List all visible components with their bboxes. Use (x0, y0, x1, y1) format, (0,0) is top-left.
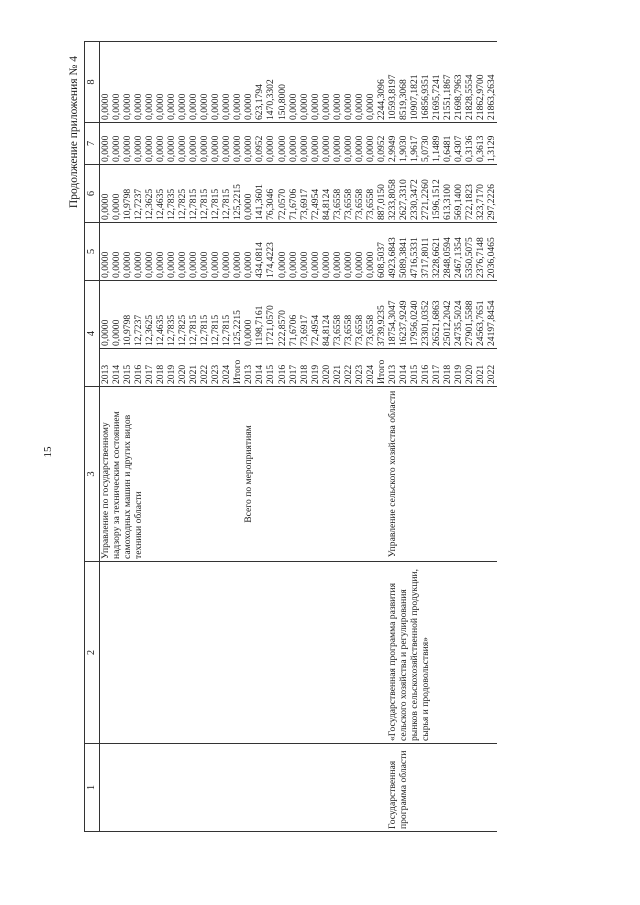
value-cell: 0,0000 (243, 165, 254, 223)
year-cell: 2015 (122, 349, 133, 387)
value-cell: 0,0000 (199, 223, 210, 281)
year-cell: 2019 (453, 349, 464, 387)
value-cell: 2376,7148 (475, 223, 486, 281)
value-cell: 21698,7963 (453, 42, 464, 123)
year-cell: 2015 (409, 349, 420, 387)
value-cell: 0,0000 (310, 223, 321, 281)
year-cell: Итого (232, 349, 243, 387)
value-cell: 0,0000 (288, 223, 299, 281)
value-cell: 297,2226 (486, 165, 497, 223)
value-cell: 73,6558 (343, 165, 354, 223)
value-cell: 0,0000 (221, 223, 232, 281)
value-cell: 73,6558 (365, 281, 376, 349)
column-header: 6 (85, 165, 100, 223)
table-row (387, 42, 398, 832)
value-cell: 613,3100 (442, 165, 453, 223)
value-cell: 4923,6843 (387, 223, 398, 281)
year-cell: 2020 (321, 349, 332, 387)
value-cell: 8519,3068 (398, 42, 409, 123)
value-cell: 0,0000 (277, 123, 288, 165)
value-cell: 0,0000 (144, 123, 155, 165)
value-cell: 0,0000 (332, 42, 343, 123)
value-cell: 0,0000 (122, 123, 133, 165)
value-cell: 0,0000 (122, 42, 133, 123)
column-header: 4 (85, 281, 100, 387)
year-cell: Итого (376, 349, 387, 387)
value-cell: 21863,2634 (486, 42, 497, 123)
value-cell: 21862,9700 (475, 42, 486, 123)
value-cell: 10907,1821 (409, 42, 420, 123)
year-cell: 2018 (155, 349, 166, 387)
value-cell: 73,6917 (299, 281, 310, 349)
executor-cell: Управление по государственному надзору за техническим состоянием самоходных машин и других видов техники области (100, 387, 244, 562)
year-cell: 2023 (210, 349, 221, 387)
value-cell: 72,0570 (277, 165, 288, 223)
value-cell: 12,7815 (188, 281, 199, 349)
table-body (100, 42, 498, 832)
executor-cell: Всего по мероприятиям (243, 387, 386, 562)
year-cell: 2018 (442, 349, 453, 387)
value-cell: 12,7237 (133, 165, 144, 223)
year-cell: 2022 (343, 349, 354, 387)
year-cell: 2013 (100, 349, 112, 387)
value-cell: 12,3625 (144, 165, 155, 223)
value-cell: 23301,0352 (420, 281, 431, 349)
value-cell: 0,0000 (199, 123, 210, 165)
value-cell: 2,9949 (387, 123, 398, 165)
year-cell: 2017 (144, 349, 155, 387)
value-cell: 2627,3310 (398, 165, 409, 223)
value-cell: 10,9798 (122, 165, 133, 223)
value-cell: 2721,2260 (420, 165, 431, 223)
value-cell: 0,0000 (299, 123, 310, 165)
value-cell: 0,0000 (111, 223, 122, 281)
value-cell: 0,6481 (442, 123, 453, 165)
value-cell: 0,0000 (243, 281, 254, 349)
value-cell: 12,7825 (177, 165, 188, 223)
value-cell: 3233,8058 (387, 165, 398, 223)
value-cell: 722,1823 (464, 165, 475, 223)
year-cell: 2021 (188, 349, 199, 387)
value-cell: 608,5037 (376, 223, 387, 281)
value-cell: 0,0000 (221, 42, 232, 123)
value-cell: 27901,5588 (464, 281, 475, 349)
table-row (100, 42, 112, 832)
value-cell: 10,9798 (122, 281, 133, 349)
value-cell: 434,0814 (254, 223, 265, 281)
value-cell: 0,0000 (343, 123, 354, 165)
year-cell: 2019 (310, 349, 321, 387)
rotated-page (40, 32, 600, 872)
value-cell: 10593,8197 (387, 42, 398, 123)
value-cell: 0,0000 (100, 42, 112, 123)
value-cell: 0,0000 (155, 42, 166, 123)
value-cell: 12,4635 (155, 281, 166, 349)
value-cell: 125,2215 (232, 281, 243, 349)
value-cell: 73,6558 (332, 281, 343, 349)
value-cell: 0,0000 (332, 223, 343, 281)
value-cell: 72,4954 (310, 165, 321, 223)
year-cell: 2024 (365, 349, 376, 387)
value-cell: 71,6706 (288, 165, 299, 223)
table-row (243, 42, 254, 832)
value-cell: 0,0000 (188, 223, 199, 281)
value-cell: 12,7815 (199, 281, 210, 349)
value-cell: 0,0000 (365, 123, 376, 165)
value-cell: 0,0000 (155, 223, 166, 281)
value-cell: 76,3046 (265, 165, 276, 223)
executor-cell: Управление сельского хозяйства области (387, 387, 497, 562)
year-cell: 2016 (133, 349, 144, 387)
value-cell: 3228,6621 (431, 223, 442, 281)
value-cell: 0,0000 (100, 165, 112, 223)
year-cell: 2014 (111, 349, 122, 387)
value-cell: 0,0000 (343, 42, 354, 123)
value-cell: 0,0000 (221, 123, 232, 165)
value-cell: 0,0000 (210, 123, 221, 165)
value-cell: 2244,3096 (376, 42, 387, 123)
value-cell: 3739,9235 (376, 281, 387, 349)
year-cell: 2020 (464, 349, 475, 387)
value-cell: 12,7815 (210, 281, 221, 349)
value-cell: 222,8570 (277, 281, 288, 349)
value-cell: 73,6558 (332, 165, 343, 223)
value-cell: 2036,0465 (486, 223, 497, 281)
value-cell: 21551,1867 (442, 42, 453, 123)
year-cell: 2014 (398, 349, 409, 387)
value-cell: 21695,7241 (431, 42, 442, 123)
value-cell: 0,0000 (100, 123, 112, 165)
value-cell: 84,8124 (321, 165, 332, 223)
value-cell: 12,7815 (210, 165, 221, 223)
year-cell: 2017 (431, 349, 442, 387)
value-cell: 1470,3302 (265, 42, 276, 123)
table-header (85, 42, 100, 832)
value-cell: 12,3625 (144, 281, 155, 349)
program-title-cell (243, 562, 386, 744)
value-cell: 0,0000 (343, 223, 354, 281)
value-cell: 0,0000 (166, 223, 177, 281)
value-cell: 0,0000 (111, 165, 122, 223)
value-cell: 0,0000 (133, 123, 144, 165)
value-cell: 71,6706 (288, 281, 299, 349)
year-cell: 2015 (265, 349, 276, 387)
program-cell (100, 744, 244, 832)
continuation-label: Продолжение приложения № 4 (68, 56, 80, 209)
value-cell: 569,1400 (453, 165, 464, 223)
value-cell: 174,4223 (265, 223, 276, 281)
value-cell: 5,0730 (420, 123, 431, 165)
value-cell: 0,0000 (321, 223, 332, 281)
year-cell: 2021 (332, 349, 343, 387)
value-cell: 0,3613 (475, 123, 486, 165)
value-cell: 0,0000 (310, 123, 321, 165)
column-header: 5 (85, 223, 100, 281)
value-cell: 125,2215 (232, 165, 243, 223)
value-cell: 0,0000 (122, 223, 133, 281)
value-cell: 24563,7651 (475, 281, 486, 349)
value-cell: 12,7815 (199, 165, 210, 223)
value-cell: 0,0000 (232, 42, 243, 123)
value-cell: 0,0000 (144, 223, 155, 281)
year-cell: 2022 (486, 349, 497, 387)
year-cell: 2020 (177, 349, 188, 387)
value-cell: 0,0000 (288, 123, 299, 165)
value-cell: 0,0000 (354, 123, 365, 165)
value-cell: 0,0000 (111, 281, 122, 349)
program-cell: Государственная программа области (387, 744, 497, 832)
value-cell: 12,7835 (166, 165, 177, 223)
column-header: 8 (85, 42, 100, 123)
value-cell: 150,8000 (277, 42, 288, 123)
value-cell: 25012,2042 (442, 281, 453, 349)
value-cell: 3717,8011 (420, 223, 431, 281)
value-cell: 0,0000 (232, 123, 243, 165)
value-cell: 323,7170 (475, 165, 486, 223)
value-cell: 0,0000 (100, 223, 112, 281)
value-cell: 0,0000 (100, 281, 112, 349)
value-cell: 1596,1512 (431, 165, 442, 223)
value-cell: 0,0000 (332, 123, 343, 165)
value-cell: 1,1489 (431, 123, 442, 165)
value-cell: 26521,6863 (431, 281, 442, 349)
value-cell: 0,0952 (376, 123, 387, 165)
value-cell: 21828,5554 (464, 42, 475, 123)
value-cell: 1,9617 (409, 123, 420, 165)
value-cell: 12,7825 (177, 281, 188, 349)
value-cell: 73,6558 (343, 281, 354, 349)
value-cell: 1,3129 (486, 123, 497, 165)
value-cell: 0,0000 (111, 123, 122, 165)
value-cell: 84,8124 (321, 281, 332, 349)
value-cell: 0,0000 (288, 42, 299, 123)
program-cell (243, 744, 386, 832)
value-cell: 1721,0570 (265, 281, 276, 349)
value-cell: 0,0000 (310, 42, 321, 123)
value-cell: 0,0000 (177, 42, 188, 123)
value-cell: 0,0000 (232, 223, 243, 281)
value-cell: 0,0000 (111, 42, 122, 123)
value-cell: 0,0000 (354, 42, 365, 123)
value-cell: 0,0000 (321, 42, 332, 123)
value-cell: 2330,3472 (409, 165, 420, 223)
value-cell: 12,7237 (133, 281, 144, 349)
value-cell: 0,0000 (166, 42, 177, 123)
value-cell: 73,6558 (365, 165, 376, 223)
value-cell: 4716,5331 (409, 223, 420, 281)
column-header: 1 (85, 744, 100, 832)
column-header: 3 (85, 387, 100, 562)
value-cell: 18754,3047 (387, 281, 398, 349)
value-cell: 0,0000 (133, 42, 144, 123)
page-number: 15 (42, 446, 54, 458)
value-cell: 2848,0594 (442, 223, 453, 281)
value-cell: 0,0000 (243, 223, 254, 281)
value-cell: 0,0000 (365, 223, 376, 281)
value-cell: 0,0000 (177, 123, 188, 165)
value-cell: 0,4307 (453, 123, 464, 165)
value-cell: 24197,8454 (486, 281, 497, 349)
value-cell: 73,6558 (354, 165, 365, 223)
value-cell: 0,0000 (210, 42, 221, 123)
year-cell: 2013 (387, 349, 398, 387)
value-cell: 12,7815 (221, 165, 232, 223)
value-cell: 887,0150 (376, 165, 387, 223)
value-cell: 24735,5024 (453, 281, 464, 349)
value-cell: 0,0000 (354, 223, 365, 281)
value-cell: 12,7815 (221, 281, 232, 349)
year-cell: 2019 (166, 349, 177, 387)
value-cell: 1,9030 (398, 123, 409, 165)
value-cell: 623,1794 (254, 42, 265, 123)
value-cell: 12,7835 (166, 281, 177, 349)
value-cell: 5089,3841 (398, 223, 409, 281)
value-cell: 73,6917 (299, 165, 310, 223)
value-cell: 0,0000 (210, 223, 221, 281)
value-cell: 73,6558 (354, 281, 365, 349)
year-cell: 2016 (277, 349, 288, 387)
year-cell: 2017 (288, 349, 299, 387)
value-cell: 0,0000 (277, 223, 288, 281)
value-cell: 0,0000 (144, 42, 155, 123)
value-cell: 0,3136 (464, 123, 475, 165)
value-cell: 1198,7161 (254, 281, 265, 349)
value-cell: 5350,5075 (464, 223, 475, 281)
value-cell: 0,0000 (166, 123, 177, 165)
appendix-table (84, 41, 497, 832)
year-cell: 2024 (221, 349, 232, 387)
value-cell: 0,0000 (199, 42, 210, 123)
value-cell: 2467,1354 (453, 223, 464, 281)
value-cell: 16237,9249 (398, 281, 409, 349)
program-title-cell: «Государственная программа развития сельского хозяйства и регулирования рынков сельскохозяйственной продукции, сырья и продовольствия» (387, 562, 497, 744)
value-cell: 12,4635 (155, 165, 166, 223)
value-cell: 0,0000 (188, 42, 199, 123)
value-cell: 0,0000 (177, 223, 188, 281)
value-cell: 0,0000 (133, 223, 144, 281)
column-header: 2 (85, 562, 100, 744)
value-cell: 72,4954 (310, 281, 321, 349)
year-cell: 2013 (243, 349, 254, 387)
program-title-cell (100, 562, 244, 744)
value-cell: 141,3601 (254, 165, 265, 223)
value-cell: 12,7815 (188, 165, 199, 223)
year-cell: 2022 (199, 349, 210, 387)
value-cell: 0,0000 (299, 223, 310, 281)
year-cell: 2023 (354, 349, 365, 387)
value-cell: 0,0000 (155, 123, 166, 165)
value-cell: 0,0000 (299, 42, 310, 123)
column-header: 7 (85, 123, 100, 165)
value-cell: 0,0000 (243, 123, 254, 165)
year-cell: 2021 (475, 349, 486, 387)
year-cell: 2014 (254, 349, 265, 387)
value-cell: 0,0000 (365, 42, 376, 123)
value-cell: 0,0000 (265, 123, 276, 165)
year-cell: 2018 (299, 349, 310, 387)
value-cell: 0,0000 (188, 123, 199, 165)
year-cell: 2016 (420, 349, 431, 387)
value-cell: 0,0000 (243, 42, 254, 123)
value-cell: 0,0000 (321, 123, 332, 165)
value-cell: 17956,0240 (409, 281, 420, 349)
value-cell: 16856,9351 (420, 42, 431, 123)
value-cell: 0,0952 (254, 123, 265, 165)
